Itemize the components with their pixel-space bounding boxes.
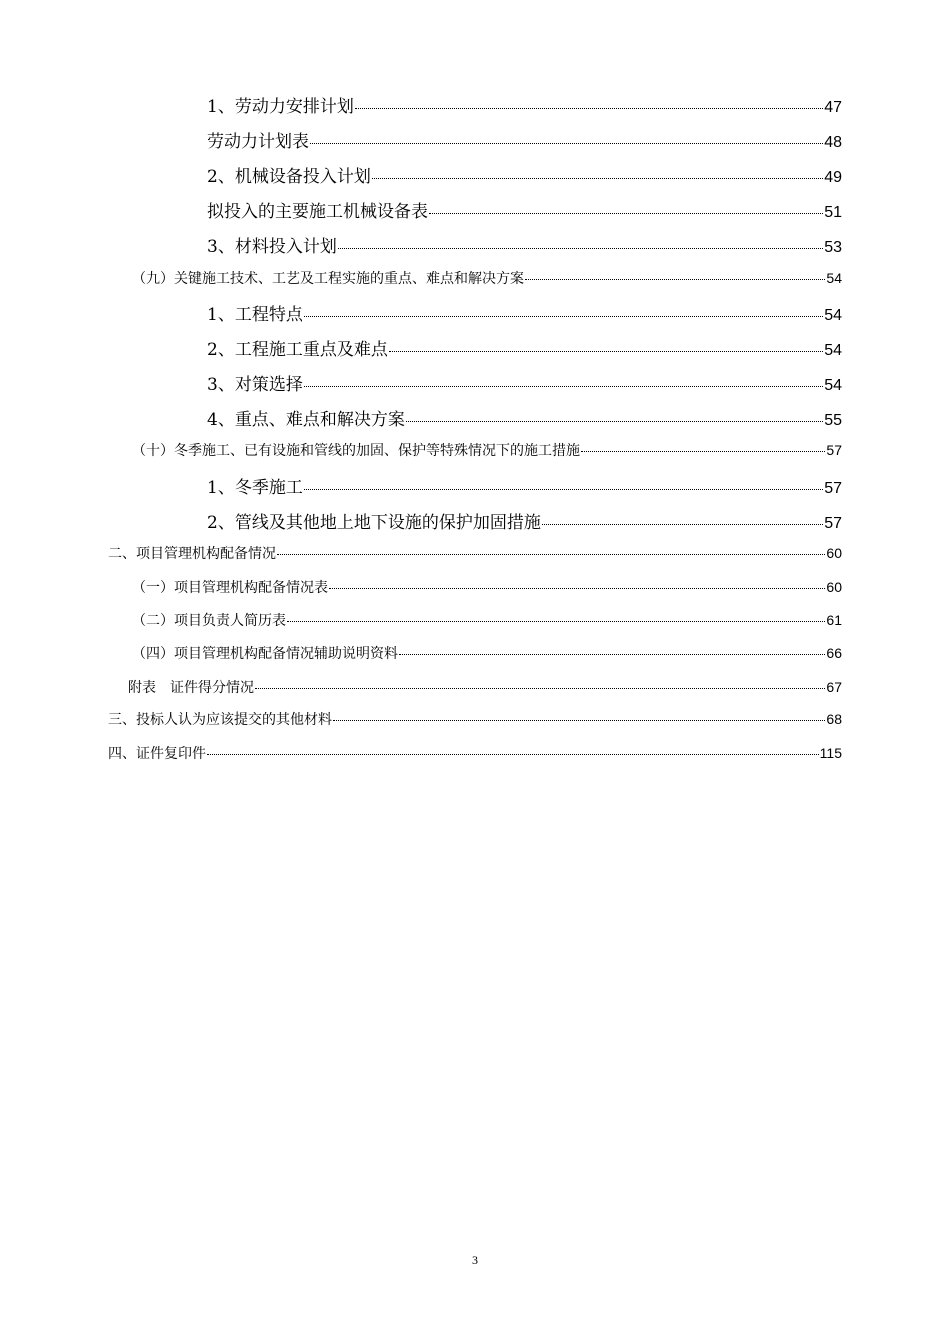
- toc-leader-dots: [304, 489, 823, 490]
- toc-entry-page: 55: [824, 412, 842, 429]
- toc-entry[interactable]: [108, 709, 842, 729]
- toc-entry[interactable]: [132, 643, 842, 663]
- toc-entry[interactable]: [132, 610, 842, 630]
- toc-entry[interactable]: [207, 162, 842, 187]
- toc-leader-dots: [429, 213, 823, 214]
- toc-entry-page: 60: [826, 545, 842, 561]
- toc-entry-page: 66: [826, 645, 842, 661]
- toc-entry[interactable]: [108, 743, 842, 763]
- toc-leader-dots: [542, 524, 823, 525]
- toc-leader-dots: [277, 554, 825, 555]
- toc-entry[interactable]: [207, 335, 842, 360]
- toc-entry-page: 61: [826, 612, 842, 628]
- toc-leader-dots: [287, 621, 825, 622]
- toc-entry-title: （九）关键施工技术、工艺及工程实施的重点、难点和解决方案: [132, 271, 524, 287]
- toc-entry-page: 67: [826, 679, 842, 695]
- page-number: 3: [472, 1253, 478, 1267]
- toc-entry-title: 二、项目管理机构配备情况: [108, 546, 276, 562]
- toc-entry[interactable]: [128, 677, 842, 697]
- toc-entry-title: 1、冬季施工: [207, 478, 303, 498]
- toc-entry-title: （二）项目负责人简历表: [132, 613, 286, 629]
- toc-entry[interactable]: [207, 370, 842, 395]
- toc-entry-title: 3、材料投入计划: [207, 237, 337, 257]
- toc-entry-page: 51: [824, 204, 842, 221]
- toc-entry-page: 54: [826, 270, 842, 286]
- toc-leader-dots: [525, 279, 825, 280]
- toc-entry-title: 1、劳动力安排计划: [207, 97, 354, 117]
- toc-entry-page: 53: [824, 239, 842, 256]
- toc-entry-page: 57: [824, 515, 842, 532]
- toc-entry-page: 57: [824, 480, 842, 497]
- toc-entry-page: 57: [826, 442, 842, 458]
- toc-leader-dots: [338, 248, 823, 249]
- toc-entry-title: 3、对策选择: [207, 375, 303, 395]
- toc-leader-dots: [310, 143, 823, 144]
- toc-entry-title: 拟投入的主要施工机械设备表: [207, 202, 428, 222]
- toc-entry[interactable]: [207, 197, 842, 222]
- toc-entry-page: 54: [824, 307, 842, 324]
- toc-entry-title: 2、管线及其他地上地下设施的保护加固措施: [207, 513, 541, 533]
- toc-entry-page: 47: [824, 99, 842, 116]
- toc-entry-title: （十）冬季施工、已有设施和管线的加固、保护等特殊情况下的施工措施: [132, 443, 580, 459]
- toc-leader-dots: [207, 754, 819, 755]
- toc-leader-dots: [406, 421, 823, 422]
- toc-entry-title: 四、证件复印件: [108, 746, 206, 762]
- toc-entry-title: 三、投标人认为应该提交的其他材料: [108, 712, 332, 728]
- toc-entry[interactable]: [207, 508, 842, 533]
- toc-leader-dots: [329, 588, 825, 589]
- toc-entry-page: 54: [824, 377, 842, 394]
- toc-leader-dots: [304, 316, 823, 317]
- toc-entry-title: 4、重点、难点和解决方案: [207, 410, 405, 430]
- toc-leader-dots: [355, 108, 823, 109]
- toc-entry[interactable]: [207, 300, 842, 325]
- toc-entry[interactable]: [207, 405, 842, 430]
- toc-entry-page: 115: [819, 745, 842, 761]
- toc-entry-page: 49: [824, 169, 842, 186]
- toc-leader-dots: [399, 654, 825, 655]
- toc-entry[interactable]: [132, 440, 842, 460]
- toc-leader-dots: [255, 688, 825, 689]
- toc-entry-page: 60: [826, 579, 842, 595]
- toc-entry-title: 附表 证件得分情况: [128, 680, 254, 696]
- toc-entry[interactable]: [132, 268, 842, 288]
- toc-leader-dots: [333, 720, 825, 721]
- toc-entry-title: 2、机械设备投入计划: [207, 167, 371, 187]
- toc-leader-dots: [304, 386, 823, 387]
- toc-leader-dots: [581, 451, 825, 452]
- toc-entry-page: 48: [824, 134, 842, 151]
- toc-entry[interactable]: [207, 473, 842, 498]
- toc-entry-title: 1、工程特点: [207, 305, 303, 325]
- toc-entry-page: 54: [824, 342, 842, 359]
- toc-entry[interactable]: [207, 232, 842, 257]
- toc-entry-page: 68: [826, 711, 842, 727]
- toc-leader-dots: [372, 178, 823, 179]
- toc-entry-title: （一）项目管理机构配备情况表: [132, 580, 328, 596]
- toc-entry-title: 2、工程施工重点及难点: [207, 340, 388, 360]
- toc-leader-dots: [389, 351, 823, 352]
- toc-entry[interactable]: [132, 577, 842, 597]
- toc-entry[interactable]: [207, 92, 842, 117]
- toc-entry[interactable]: [207, 127, 842, 152]
- toc-entry-title: 劳动力计划表: [207, 132, 309, 152]
- toc-entry-title: （四）项目管理机构配备情况辅助说明资料: [132, 646, 398, 662]
- toc-entry[interactable]: [108, 543, 842, 563]
